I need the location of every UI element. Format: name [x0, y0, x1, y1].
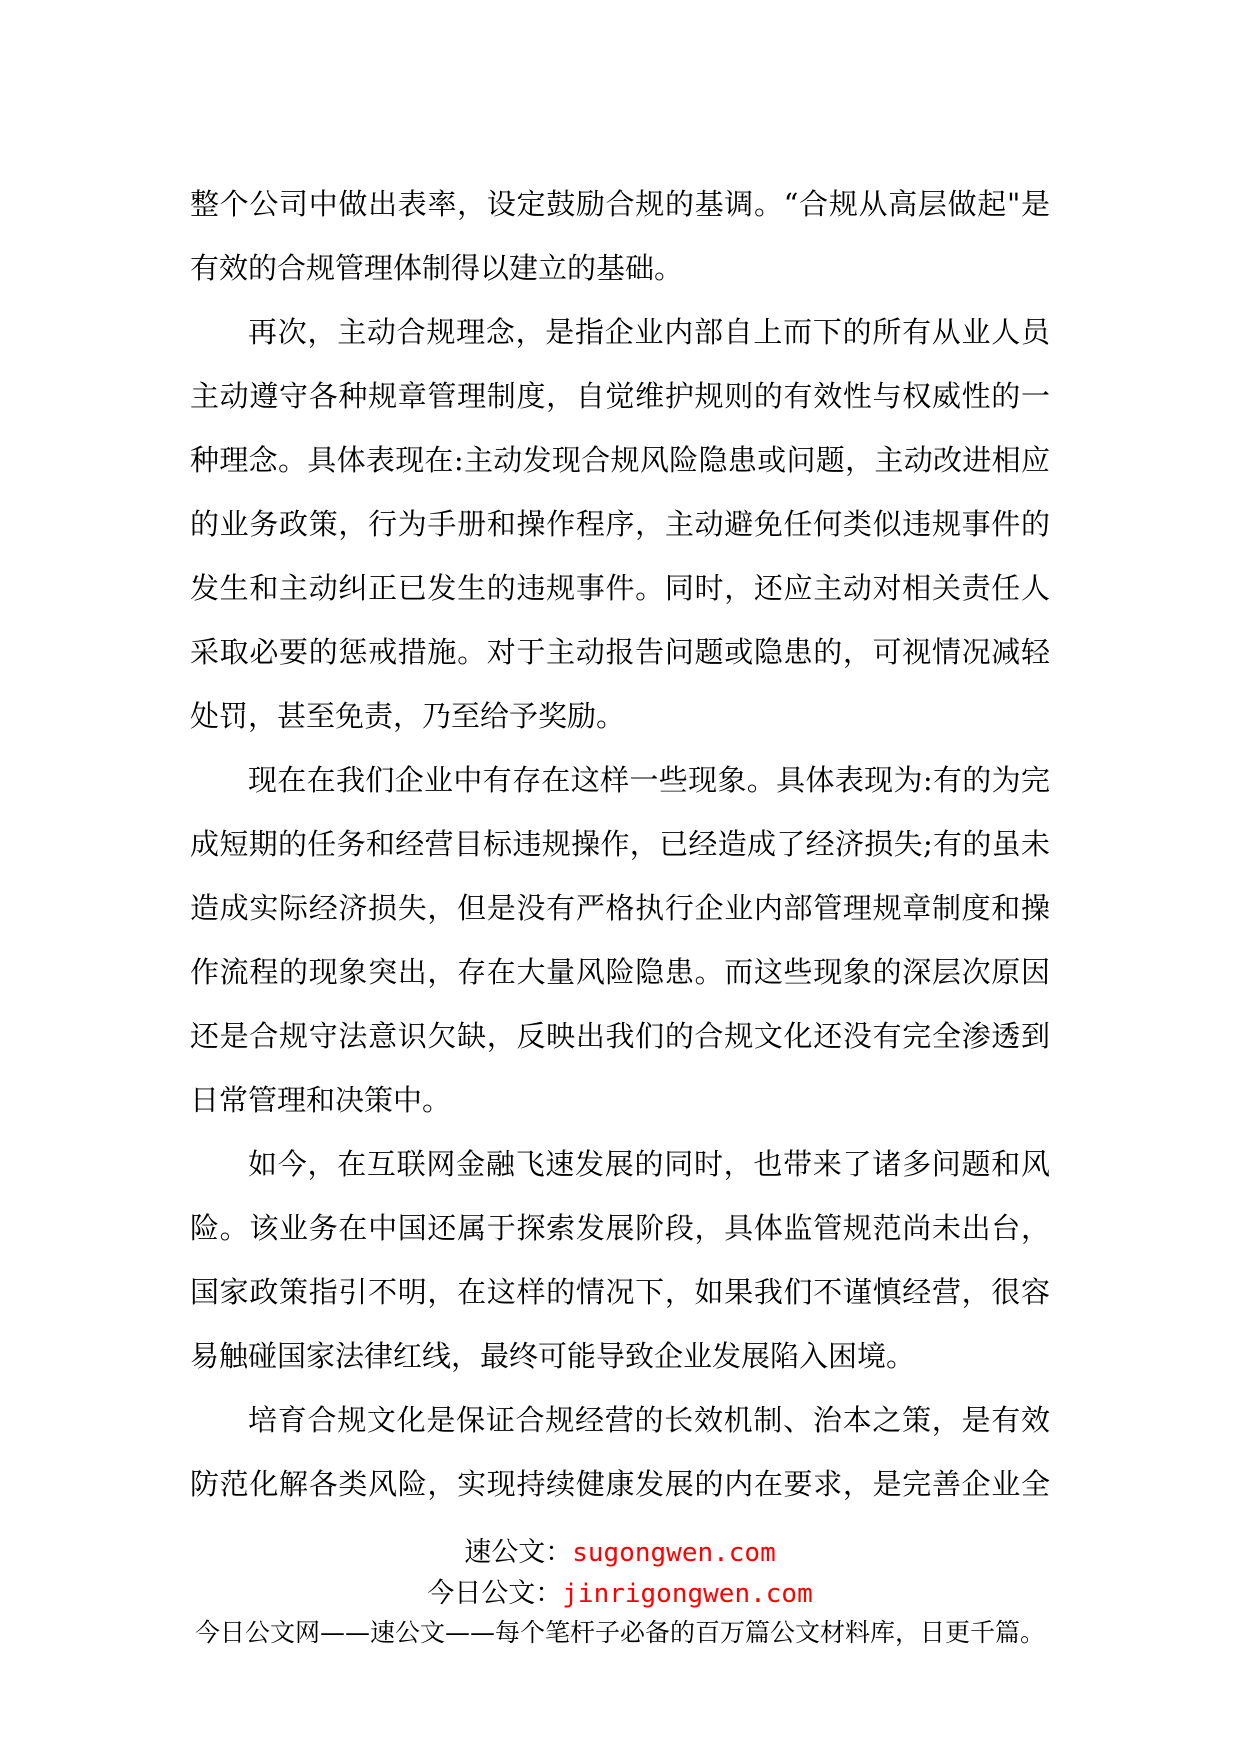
- text-line: 有效的合规管理体制得以建立的基础。: [190, 251, 684, 285]
- text-line: 防范化解各类风险，实现持续健康发展的内在要求，是完善企业全: [190, 1467, 1050, 1501]
- text-line: 发生和主动纠正已发生的违规事件。同时，还应主动对相关责任人: [190, 571, 1050, 605]
- text-line: 如今，在互联网金融飞速发展的同时，也带来了诸多问题和风: [248, 1147, 1050, 1181]
- text-line: 整个公司中做出表率，设定鼓励合规的基调。“合规从高层做起"是: [190, 187, 1050, 221]
- text-line: 种理念。具体表现在:主动发现合规风险隐患或问题，主动改进相应: [190, 443, 1050, 477]
- text-line: 现在在我们企业中有存在这样一些现象。具体表现为:有的为完: [248, 763, 1050, 797]
- text-line: 易触碰国家法律红线，最终可能导致企业发展陷入困境。: [190, 1339, 916, 1373]
- jinrigongwen-link[interactable]: jinrigongwen.com: [562, 1579, 813, 1609]
- text-line: 造成实际经济损失，但是没有严格执行企业内部管理规章制度和操: [190, 891, 1050, 925]
- footer-line-sugongwen: [0, 1530, 1240, 1569]
- document-body: [190, 172, 1050, 1516]
- text-line: 的业务政策，行为手册和操作程序，主动避免任何类似违规事件的: [190, 507, 1050, 541]
- text-line: 采取必要的惩戒措施。对于主动报告问题或隐患的，可视情况减轻: [190, 635, 1050, 669]
- text-line: 培育合规文化是保证合规经营的长效机制、治本之策，是有效: [248, 1403, 1050, 1437]
- text-line: 还是合规守法意识欠缺，反映出我们的合规文化还没有完全渗透到: [190, 1019, 1050, 1053]
- text-line: 主动遵守各种规章管理制度，自觉维护规则的有效性与权威性的一: [190, 379, 1050, 413]
- text-line: 险。该业务在中国还属于探索发展阶段，具体监管规范尚未出台，: [190, 1211, 1050, 1245]
- text-line: 处罚，甚至免责，乃至给予奖励。: [190, 699, 626, 733]
- text-line: 作流程的现象突出，存在大量风险隐患。而这些现象的深层次原因: [190, 955, 1050, 989]
- sugongwen-link[interactable]: sugongwen.com: [572, 1538, 776, 1568]
- text-line: 国家政策指引不明，在这样的情况下，如果我们不谨慎经营，很容: [190, 1275, 1050, 1309]
- text-line: 成短期的任务和经营目标违规操作，已经造成了经济损失;有的虽未: [190, 827, 1050, 861]
- text-line: 日常管理和决策中。: [190, 1083, 452, 1117]
- footer-line-jinrigongwen: [0, 1571, 1240, 1610]
- footer-label-sugongwen: 速公文：: [464, 1537, 573, 1568]
- footer-label-jinrigongwen: 今日公文：: [427, 1578, 563, 1609]
- text-line: 再次，主动合规理念，是指企业内部自上而下的所有从业人员: [248, 315, 1050, 349]
- footer-slogan: 今日公文网——速公文——每个笔杆子必备的百万篇公文材料库，日更千篇。: [194, 1618, 1045, 1647]
